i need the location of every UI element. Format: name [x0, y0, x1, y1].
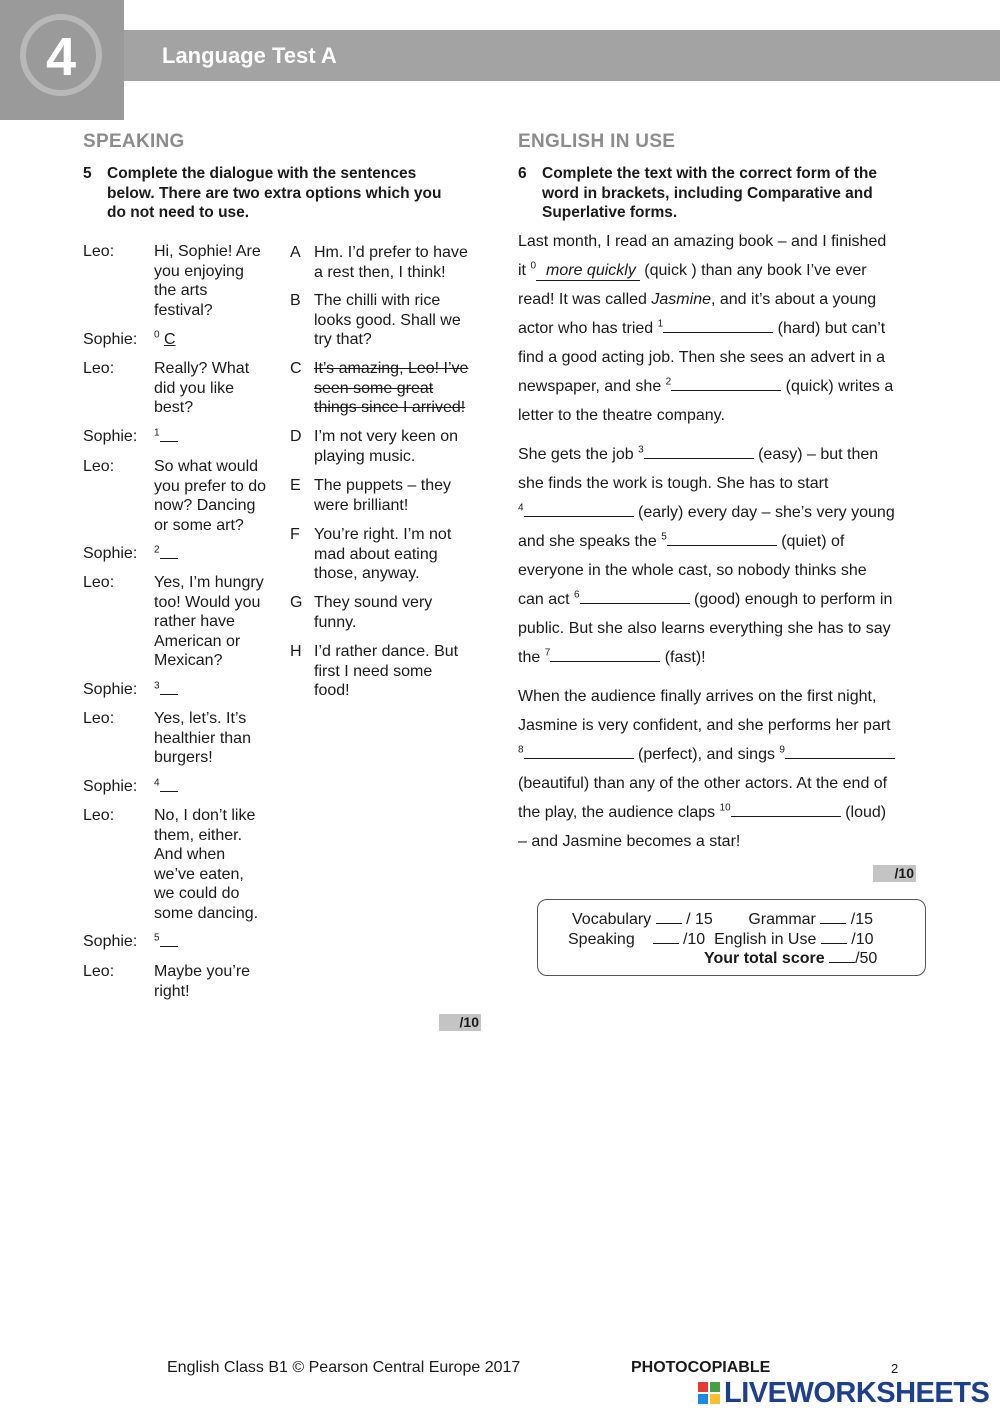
gap-4[interactable] [524, 500, 634, 517]
gap-10[interactable] [731, 800, 841, 817]
test-title: Language Test A [162, 43, 337, 68]
speaker-label: Leo: [83, 458, 115, 475]
vocab-score-blank[interactable] [656, 909, 682, 924]
speaker-label: Leo: [83, 360, 115, 377]
gap-1[interactable] [663, 316, 773, 333]
dialogue-line: So what would you prefer to do now? Dancing or some art? [154, 458, 267, 534]
speaker-label: Sophie: [83, 681, 138, 698]
example-answer-0: more quickly [536, 262, 640, 281]
option-d: I’m not very keen on playing music. [314, 428, 459, 465]
option-e: The puppets – they were brilliant! [314, 477, 451, 514]
english-in-use-heading: ENGLISH IN USE [518, 131, 676, 152]
speaking-score-blank[interactable] [653, 929, 679, 944]
dialogue-line: No, I don’t like them, either. And when we’ve eaten, we could do some dancing. [154, 807, 259, 922]
answer-blank-2[interactable]: 2 [154, 544, 276, 565]
speaking-instruction: Complete the dialogue with the sentences below. There are two extra options which you do not need to use. [107, 165, 442, 221]
option-letter: C [290, 360, 302, 377]
speaker-label: Sophie: [83, 933, 138, 950]
speaker-label: Leo: [83, 574, 115, 591]
speaker-label: Sophie: [83, 778, 138, 795]
task-number-5: 5 [83, 165, 92, 182]
liveworksheets-logo-icon [698, 1382, 720, 1404]
footer-copyright: English Class B1 © Pearson Central Europe 2017 [167, 1359, 521, 1376]
speaker-label: Sophie: [83, 545, 138, 562]
speaker-label: Sophie: [83, 428, 138, 445]
answer-blank-1[interactable]: 1 [154, 427, 276, 448]
task-number-6: 6 [518, 165, 527, 182]
score-row-speaking-eiu: Speaking /10 English in Use /10 [568, 931, 874, 948]
english-in-use-instruction: Complete the text with the correct form of the word in brackets, including Comparative and Superlative forms. [542, 165, 878, 221]
speaker-label: Leo: [83, 963, 115, 980]
grammar-score-blank[interactable] [820, 909, 846, 924]
dialogue-line: Yes, let’s. It’s healthier than burgers! [154, 710, 251, 766]
answer-blank-3[interactable]: 3 [154, 680, 276, 701]
speaker-label: Sophie: [83, 331, 138, 348]
gap-8[interactable] [524, 742, 634, 759]
score-row-total: Your total score /50 [704, 950, 878, 967]
speaking-heading: SPEAKING [83, 131, 185, 152]
dialogue-line: Really? What did you like best? [154, 360, 250, 416]
liveworksheets-logo: LIVEWORKSHEETS [724, 1377, 990, 1409]
dialogue-line: Hi, Sophie! Are you enjoying the arts festival? [154, 243, 261, 319]
unit-number: 4 [45, 27, 77, 87]
dialogue-line: Yes, I’m hungry too! Would you rather have American or Mexican? [154, 574, 264, 669]
speaker-label: Leo: [83, 710, 115, 727]
answer-0: $^0$ C [154, 329, 176, 348]
option-letter: A [290, 244, 301, 261]
gap-7[interactable] [550, 645, 660, 662]
option-letter: H [290, 643, 302, 660]
gap-6[interactable] [580, 587, 690, 604]
option-b: The chilli with rice looks good. Shall we try that? [314, 292, 461, 348]
option-a: Hm. I’d prefer to have a rest then, I think! [314, 244, 468, 281]
speaker-label: Leo: [83, 807, 115, 824]
total-score-blank[interactable] [829, 948, 855, 963]
option-letter: B [290, 292, 301, 309]
option-letter: D [290, 428, 302, 445]
option-f: You’re right. I’m not mad about eating those, anyway. [314, 526, 452, 582]
eiu-score-blank[interactable] [821, 929, 847, 944]
gap-2[interactable] [671, 374, 781, 391]
page-number: 2 [891, 1361, 899, 1376]
option-letter: G [290, 594, 303, 611]
option-h: I’d rather dance. But first I need some food! [314, 643, 459, 699]
dialogue-line: Maybe you’re right! [154, 963, 251, 1000]
speaker-label: Leo: [83, 243, 115, 260]
option-c-used: It’s amazing, Leo! I’ve seen some great things since I arrived! [314, 360, 469, 416]
answer-blank-5[interactable]: 5 [154, 932, 276, 953]
gap-5[interactable] [667, 529, 777, 546]
footer-photocopiable: PHOTOCOPIABLE [631, 1359, 771, 1376]
score-row-vocab-grammar: Vocabulary / 15 Grammar /15 [572, 911, 874, 928]
text-paragraph-1: Last month, I read an amazing book – and I finished it $^0$ more quickly (quick ) than any book I’ve ever read! It was called Jasmine, and it’s about a young actor who has tried $^1$ (hard) but can’t find a good acting job. Then she sees an advert in a newspaper, and she $^2$ (quick) writes a letter to the theatre company. [518, 233, 894, 424]
option-g: They sound very funny. [314, 594, 433, 631]
option-letter: F [290, 526, 300, 543]
text-paragraph-2: She gets the job $^3$ (easy) – but then she finds the work is tough. She has to start $^4$ (early) every day – she’s very young and she speaks the $^5$ (quiet) of everyone in the whole cast, so nobody thinks she can act $^6$ (good) enough to perform in public. But she also learns everything she has to say the $^7$ (fast)! [518, 440, 918, 672]
english-in-use-score: /10 [873, 865, 916, 882]
text-paragraph-3: When the audience finally arrives on the first night, Jasmine is very confident, and she performs her part $^8$ (perfect), and sings $^9$ (beautiful) than any of the other actors. At the end of the play, the audience claps $^{10}$ (loud) – and Jasmine becomes a star! [518, 682, 918, 856]
answer-blank-4[interactable]: 4 [154, 777, 276, 798]
gap-3[interactable] [644, 442, 754, 459]
speaking-score: /10 [439, 1014, 481, 1031]
option-letter: E [290, 477, 301, 494]
gap-9[interactable] [785, 742, 895, 759]
